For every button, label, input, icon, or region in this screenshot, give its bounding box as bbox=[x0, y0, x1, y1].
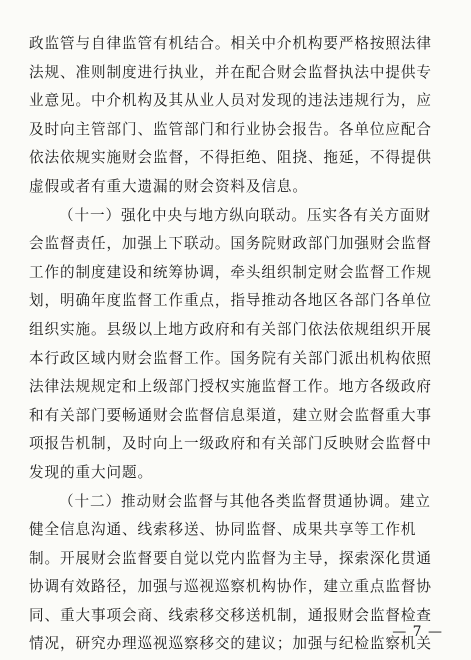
text-line: 情况，研究办理巡视巡察移交的建议；加强与纪检监察机关 bbox=[29, 635, 432, 653]
text-line: 虚假或者有重大遗漏的财会资料及信息。 bbox=[29, 177, 308, 195]
text-line: 和有关部门要畅通财会监督信息渠道，建立财会监督重大事 bbox=[29, 406, 432, 424]
text-line: 项报告机制，及时向上一级政府和有关部门反映财会监督中 bbox=[29, 435, 432, 453]
text-line: 制。开展财会监督要自觉以党内监督为主导，探索深化贯通 bbox=[29, 549, 432, 567]
page-number: — 7 — bbox=[392, 624, 443, 640]
text-line: 政监管与自律监管有机结合。相关中介机构要严格按照法律 bbox=[29, 35, 432, 52]
section-heading-line: （十一）强化中央与地方纵向联动。压实各有关方面财 bbox=[59, 206, 431, 224]
text-line: 发现的重大问题。 bbox=[29, 463, 153, 481]
text-line: 划，明确年度监督工作重点，指导推动各地区各部门各单位 bbox=[29, 292, 432, 310]
text-line: 健全信息沟通、线索移送、协同监督、成果共享等工作机 bbox=[29, 521, 417, 539]
text-line: 本行政区域内财会监督工作。国务院有关部门派出机构依照 bbox=[29, 349, 432, 367]
text-line: 业意见。中介机构及其从业人员对发现的违法违规行为，应 bbox=[29, 92, 432, 110]
text-line: 法规、准则制度进行执业，并在配合财会监督执法中提供专 bbox=[29, 63, 432, 81]
body-text bbox=[29, 30, 449, 659]
text-line: 会监督责任，加强上下联动。国务院财政部门加强财会监督 bbox=[29, 235, 432, 253]
text-line: 同、重大事项会商、线索移交移送机制，通报财会监督检查 bbox=[29, 606, 432, 624]
text-line: 及时向主管部门、监管部门和行业协会报告。各单位应配合 bbox=[29, 120, 432, 138]
text-line: 依法依规实施财会监督，不得拒绝、阻挠、拖延，不得提供 bbox=[29, 149, 432, 167]
text-line: 组织实施。县级以上地方政府和有关部门依法依规组织开展 bbox=[29, 320, 432, 338]
text-line: 工作的制度建设和统筹协调，牵头组织制定财会监督工作规 bbox=[29, 263, 432, 281]
text-line: 协调有效路径，加强与巡视巡察机构协作，建立重点监督协 bbox=[29, 578, 432, 596]
section-heading-line: （十二）推动财会监督与其他各类监督贯通协调。建立 bbox=[59, 492, 431, 510]
text-line: 法律法规规定和上级部门授权实施监督工作。地方各级政府 bbox=[29, 378, 432, 396]
